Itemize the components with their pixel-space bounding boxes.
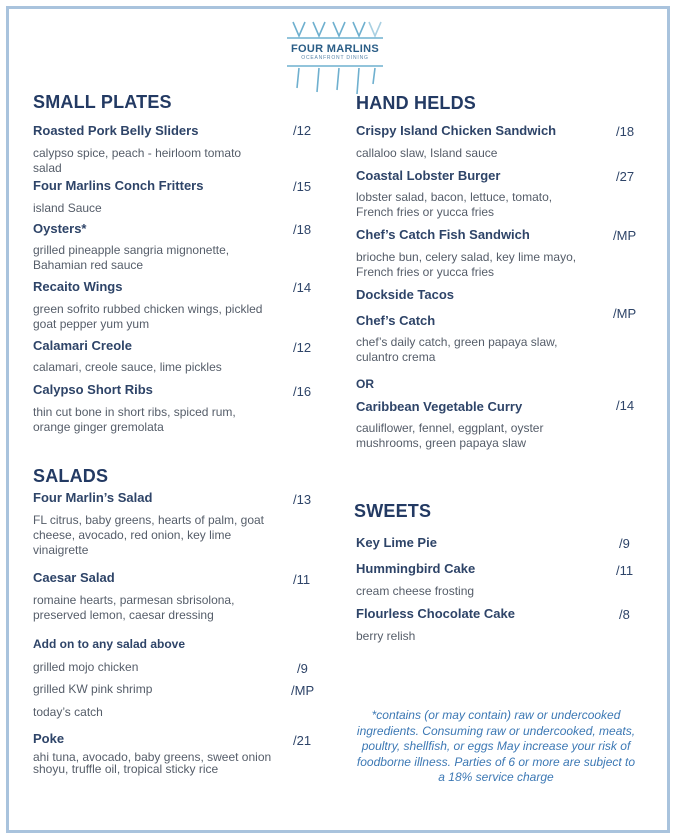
dockside-tacos-label: Dockside Tacos bbox=[356, 287, 455, 302]
addon-name: grilled mojo chicken bbox=[33, 660, 139, 674]
menu-item-price: /21 bbox=[293, 733, 312, 748]
food-safety-disclaimer: *contains (or may contain) raw or undercooked ingredients. Consuming raw or undercooked, meats, poultry, shellfish, or eggs May increase your risk of foodborne illness. Parties of 6 or more are subject to a 18% service charge bbox=[356, 708, 636, 784]
menu-item-description: island Sauce bbox=[33, 201, 102, 215]
menu-item-name: Poke bbox=[33, 731, 65, 746]
menu-item-price: /14 bbox=[616, 398, 635, 413]
restaurant-logo bbox=[283, 18, 387, 98]
menu-item-name: Flourless Chocolate Cake bbox=[356, 606, 515, 621]
menu-item-price: /16 bbox=[293, 384, 312, 399]
menu-item-name: Four Marlins Conch Fritters bbox=[33, 178, 204, 193]
menu-item-name: Calypso Short Ribs bbox=[33, 382, 153, 397]
menu-item-name: Calamari Creole bbox=[33, 338, 132, 353]
menu-item-description: berry relish bbox=[356, 629, 416, 643]
menu-item-price: /8 bbox=[619, 607, 630, 622]
menu-item-price: /9 bbox=[619, 536, 630, 551]
menu-item-name: Hummingbird Cake bbox=[356, 561, 476, 576]
menu-item-description: ahi tuna, avocado, baby greens, sweet onion shoyu, truffle oil, tropical sticky rice bbox=[33, 750, 272, 776]
menu-item-price: /11 bbox=[616, 563, 634, 578]
menu-item-price: /13 bbox=[293, 492, 312, 507]
menu-item-price: /18 bbox=[616, 124, 635, 139]
menu-item-name: Chef’s Catch bbox=[356, 313, 436, 328]
menu-item-price: /12 bbox=[293, 123, 312, 138]
menu-item-description: grilled pineapple sangria mignonette, Bahamian red sauce bbox=[33, 243, 230, 272]
menu-item-price: /27 bbox=[616, 169, 635, 184]
menu-item-description: brioche bun, celery salad, key lime mayo, French fries or yucca fries bbox=[356, 250, 577, 279]
menu-item-price: /11 bbox=[293, 572, 311, 587]
menu-item-description: romaine hearts, parmesan sbrisolona, preserved lemon, caesar dressing bbox=[33, 593, 235, 622]
menu-item-name: Coastal Lobster Burger bbox=[356, 168, 501, 183]
menu-item-description: calamari, creole sauce, lime pickles bbox=[33, 360, 222, 374]
menu-item-name: Oysters* bbox=[33, 221, 87, 236]
menu-item-description: cream cheese frosting bbox=[356, 584, 475, 598]
menu-item-name: Recaito Wings bbox=[33, 279, 123, 294]
menu-item-price: /14 bbox=[293, 280, 312, 295]
menu-item-description: cauliflower, fennel, eggplant, oyster mushrooms, green papaya slaw bbox=[356, 421, 544, 450]
menu-item-name: Key Lime Pie bbox=[356, 535, 437, 550]
menu-item-name: Roasted Pork Belly Sliders bbox=[33, 123, 199, 138]
menu-item-price: /12 bbox=[293, 340, 312, 355]
hand-helds-heading: HAND HELDS bbox=[356, 93, 477, 113]
menu-item-price: /15 bbox=[293, 179, 312, 194]
addon-price: /9 bbox=[297, 661, 308, 676]
small-plates-heading: SMALL PLATES bbox=[33, 92, 172, 112]
addon-name: grilled KW pink shrimp bbox=[33, 682, 153, 696]
menu-item-description: FL citrus, baby greens, hearts of palm, goat cheese, avocado, red onion, key lime vinaigrette bbox=[33, 513, 265, 557]
menu-item-name: Four Marlin’s Salad bbox=[33, 490, 153, 505]
menu-item-description: lobster salad, bacon, lettuce, tomato, French fries or yucca fries bbox=[356, 190, 553, 219]
menu-item-description: callaloo slaw, Island sauce bbox=[356, 146, 498, 160]
or-divider: OR bbox=[356, 377, 374, 391]
salads-heading: SALADS bbox=[33, 466, 109, 486]
menu-item-price: /MP bbox=[613, 228, 637, 243]
menu-item-description: green sofrito rubbed chicken wings, pickled goat pepper yum yum bbox=[33, 302, 263, 331]
menu-item-name: Crispy Island Chicken Sandwich bbox=[356, 123, 557, 138]
logo-title: FOUR MARLINS bbox=[291, 43, 379, 55]
salad-addon-label: Add on to any salad above bbox=[33, 637, 186, 651]
addon-name: today’s catch bbox=[33, 705, 103, 719]
menu-item-description: chef’s daily catch, green papaya slaw, culantro crema bbox=[356, 335, 558, 364]
menu-item-name: Caribbean Vegetable Curry bbox=[356, 399, 523, 414]
menu-item-price: /18 bbox=[293, 222, 312, 237]
menu-item-name: Caesar Salad bbox=[33, 570, 115, 585]
menu-item-description: thin cut bone in short ribs, spiced rum, orange ginger gremolata bbox=[33, 405, 236, 434]
addon-price: /MP bbox=[291, 683, 315, 698]
menu-item-name: Chef’s Catch Fish Sandwich bbox=[356, 227, 530, 242]
sweets-heading: SWEETS bbox=[354, 501, 432, 521]
menu-item-description: calypso spice, peach - heirloom tomato salad bbox=[33, 146, 242, 175]
logo-subtitle: OCEANFRONT DINING bbox=[301, 55, 369, 61]
menu-item-price: /MP bbox=[613, 306, 637, 321]
